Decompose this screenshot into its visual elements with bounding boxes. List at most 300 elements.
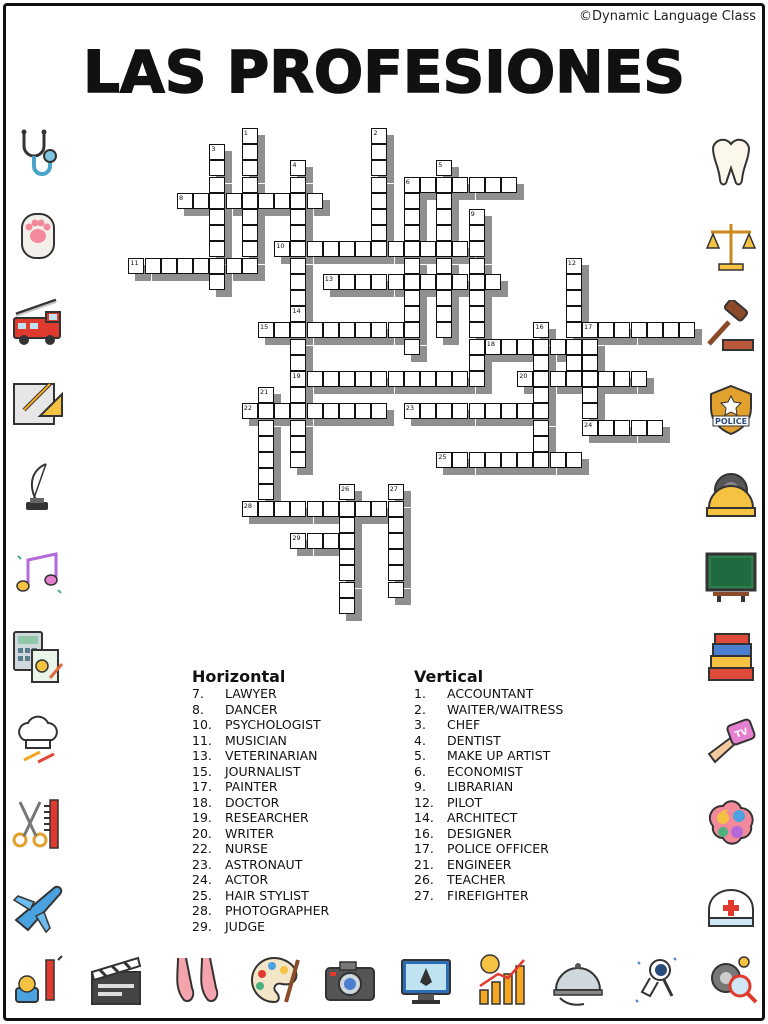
crossword-cell[interactable] <box>226 193 242 209</box>
crossword-cell[interactable] <box>420 371 436 387</box>
cell-number: 29 <box>292 534 301 542</box>
crossword-cell[interactable] <box>290 258 306 274</box>
crossword-cell[interactable] <box>371 160 387 176</box>
crossword-cell[interactable] <box>307 371 323 387</box>
crossword-cell[interactable] <box>128 258 144 274</box>
crossword-cell[interactable] <box>452 274 468 290</box>
crossword-cell[interactable] <box>598 322 614 338</box>
crossword-cell[interactable] <box>307 241 323 257</box>
crossword-cell[interactable] <box>161 258 177 274</box>
crossword-cell[interactable] <box>290 160 306 176</box>
crossword-cell[interactable] <box>339 403 355 419</box>
crossword-cell[interactable] <box>323 322 339 338</box>
crossword-cell[interactable] <box>193 258 209 274</box>
crossword-cell[interactable] <box>533 355 549 371</box>
crossword-cell[interactable] <box>290 241 306 257</box>
crossword-cell[interactable] <box>404 290 420 306</box>
crossword-cell[interactable] <box>469 209 485 225</box>
clue-item <box>192 841 382 857</box>
crossword-cell[interactable] <box>566 258 582 274</box>
crossword-cell[interactable] <box>469 306 485 322</box>
crossword-cell[interactable] <box>647 322 663 338</box>
crossword-cell[interactable] <box>388 371 404 387</box>
crossword-cell[interactable] <box>614 322 630 338</box>
chef-hat-icon <box>10 710 66 766</box>
ballet-shoes-icon <box>168 952 224 1008</box>
crossword-cell[interactable] <box>323 241 339 257</box>
crossword-cell[interactable] <box>242 501 258 517</box>
crossword-cell[interactable] <box>485 274 501 290</box>
crossword-cell[interactable] <box>469 355 485 371</box>
crossword-cell[interactable] <box>290 355 306 371</box>
clue-number: 25. <box>192 887 212 903</box>
crossword-cell[interactable] <box>566 452 582 468</box>
clapperboard-icon <box>88 952 144 1008</box>
crossword-cell[interactable] <box>566 355 582 371</box>
crossword-cell[interactable] <box>258 452 274 468</box>
crossword-cell[interactable] <box>371 322 387 338</box>
clue-text: MUSICIAN <box>225 732 287 748</box>
clue-text: LAWYER <box>225 686 277 701</box>
crossword-cell[interactable] <box>598 420 614 436</box>
crossword-cell[interactable] <box>258 501 274 517</box>
crossword-cell[interactable] <box>485 339 501 355</box>
clue-number: 17. <box>414 841 434 856</box>
crossword-cell[interactable] <box>290 452 306 468</box>
crossword-cell[interactable] <box>533 387 549 403</box>
crossword-cell[interactable] <box>501 403 517 419</box>
crossword-cell[interactable] <box>517 371 533 387</box>
crossword-cell[interactable] <box>582 339 598 355</box>
crossword-cell[interactable] <box>436 209 452 225</box>
horizontal-clues <box>192 667 382 934</box>
scales-of-justice-icon <box>703 218 759 274</box>
crossword-cell[interactable] <box>371 241 387 257</box>
crossword-cell[interactable] <box>647 420 663 436</box>
clue-item <box>192 903 382 919</box>
crossword-cell[interactable] <box>242 209 258 225</box>
crossword-cell[interactable] <box>307 403 323 419</box>
crossword-cell[interactable] <box>436 290 452 306</box>
crossword-cell[interactable] <box>517 403 533 419</box>
crossword-cell[interactable] <box>582 420 598 436</box>
crossword-cell[interactable] <box>469 339 485 355</box>
clue-number: 9. <box>414 779 426 794</box>
crossword-cell[interactable] <box>404 177 420 193</box>
crossword-cell[interactable] <box>631 371 647 387</box>
crossword-cell[interactable] <box>290 533 306 549</box>
crossword-cell[interactable] <box>209 241 225 257</box>
crossword-cell[interactable] <box>388 322 404 338</box>
crossword-cell[interactable] <box>290 306 306 322</box>
crossword-cell[interactable] <box>485 177 501 193</box>
clue-item <box>192 702 382 718</box>
crossword-cell[interactable] <box>436 306 452 322</box>
crossword-cell[interactable] <box>436 193 452 209</box>
crossword-cell[interactable] <box>209 209 225 225</box>
crossword-cell[interactable] <box>355 241 371 257</box>
crossword-cell[interactable] <box>420 177 436 193</box>
crossword-cell[interactable] <box>258 420 274 436</box>
clue-item <box>192 857 382 873</box>
crossword-cell[interactable] <box>404 371 420 387</box>
crossword-cell[interactable] <box>371 128 387 144</box>
crossword-cell[interactable] <box>209 274 225 290</box>
microphone-tv-text: TV <box>733 726 750 741</box>
crossword-cell[interactable] <box>339 241 355 257</box>
crossword-cell[interactable] <box>290 501 306 517</box>
clue-number: 10. <box>192 717 212 732</box>
crossword-cell[interactable] <box>290 193 306 209</box>
crossword-cell[interactable] <box>598 371 614 387</box>
crossword-cell[interactable] <box>290 225 306 241</box>
crossword-cell[interactable] <box>371 274 387 290</box>
crossword-cell[interactable] <box>371 371 387 387</box>
crossword-cell[interactable] <box>290 371 306 387</box>
clue-item <box>192 872 382 888</box>
clue-text: ACCOUNTANT <box>447 686 534 701</box>
airplane-icon <box>10 880 66 936</box>
crossword-cell[interactable] <box>469 274 485 290</box>
crossword-cell[interactable] <box>242 258 258 274</box>
clue-text: PILOT <box>447 794 483 810</box>
crossword-cell[interactable] <box>290 420 306 436</box>
cell-number: 19 <box>292 372 301 380</box>
crossword-cell[interactable] <box>339 517 355 533</box>
crossword-cell[interactable] <box>145 258 161 274</box>
crossword-cell[interactable] <box>582 371 598 387</box>
crossword-cell[interactable] <box>679 322 695 338</box>
crossword-cell[interactable] <box>501 452 517 468</box>
crossword-cell[interactable] <box>404 322 420 338</box>
clue-text: PHOTOGRAPHER <box>225 903 330 918</box>
crossword-cell[interactable] <box>566 306 582 322</box>
clue-number: 3. <box>414 717 426 732</box>
crossword-cell[interactable] <box>566 322 582 338</box>
brain-icon <box>703 796 759 852</box>
crossword-cell[interactable] <box>307 322 323 338</box>
crossword-cell[interactable] <box>290 209 306 225</box>
crossword-cell[interactable] <box>339 501 355 517</box>
crossword-cell[interactable] <box>339 371 355 387</box>
crossword-cell[interactable] <box>420 241 436 257</box>
crossword-cell[interactable] <box>469 403 485 419</box>
clue-number: 14. <box>414 810 434 825</box>
clue-text: WRITER <box>225 825 274 841</box>
crossword-cell[interactable] <box>242 144 258 160</box>
nurse-cap-icon <box>703 880 759 936</box>
crossword-cell[interactable] <box>258 193 274 209</box>
crossword-cell[interactable] <box>209 177 225 193</box>
crossword-cell[interactable] <box>517 452 533 468</box>
crossword-cell[interactable] <box>436 452 452 468</box>
crossword-cell[interactable] <box>533 403 549 419</box>
crossword-cell[interactable] <box>582 387 598 403</box>
crossword-cell[interactable] <box>404 193 420 209</box>
crossword-cell[interactable] <box>371 144 387 160</box>
vertical-heading: Vertical <box>414 667 484 686</box>
crossword-cell[interactable] <box>290 403 306 419</box>
crossword-cell[interactable] <box>371 209 387 225</box>
clue-number: 11. <box>192 732 212 748</box>
crossword-cell[interactable] <box>371 501 387 517</box>
crossword-cell[interactable] <box>485 403 501 419</box>
clue-number: 27. <box>414 887 434 903</box>
crossword-cell[interactable] <box>436 371 452 387</box>
astronaut-icon <box>628 952 684 1008</box>
tooth-icon <box>703 134 759 190</box>
crossword-cell[interactable] <box>485 452 501 468</box>
crossword-cell[interactable] <box>469 225 485 241</box>
clue-number: 1. <box>414 686 426 701</box>
crossword-cell[interactable] <box>226 258 242 274</box>
crossword-cell[interactable] <box>388 582 404 598</box>
crossword-cell[interactable] <box>404 241 420 257</box>
crossword-cell[interactable] <box>274 322 290 338</box>
crossword-cell[interactable] <box>258 403 274 419</box>
crossword-cell[interactable] <box>355 322 371 338</box>
cell-number: 1 <box>243 129 248 137</box>
crossword-cell[interactable] <box>420 403 436 419</box>
crossword-cell[interactable] <box>469 241 485 257</box>
crossword-cell[interactable] <box>209 160 225 176</box>
clue-item <box>414 748 614 764</box>
crossword-cell[interactable] <box>307 193 323 209</box>
crossword-cell[interactable] <box>209 225 225 241</box>
crossword-cell[interactable] <box>452 452 468 468</box>
crossword-cell[interactable] <box>177 258 193 274</box>
clue-item <box>192 795 382 811</box>
crossword-cell[interactable] <box>388 501 404 517</box>
crossword-cell[interactable] <box>388 484 404 500</box>
crossword-cell[interactable] <box>436 241 452 257</box>
page-title: LAS PROFESIONES <box>82 38 686 106</box>
crossword-cell[interactable] <box>242 193 258 209</box>
crossword-cell[interactable] <box>566 290 582 306</box>
crossword-cell[interactable] <box>388 274 404 290</box>
clue-item <box>414 717 614 733</box>
clue-number: 18. <box>192 794 212 810</box>
crossword-cell[interactable] <box>533 322 549 338</box>
crossword-cell[interactable] <box>242 403 258 419</box>
crossword-cell[interactable] <box>631 420 647 436</box>
crossword-cell[interactable] <box>469 258 485 274</box>
crossword-cell[interactable] <box>404 274 420 290</box>
crossword-cell[interactable] <box>274 403 290 419</box>
crossword-cell[interactable] <box>290 339 306 355</box>
crossword-cell[interactable] <box>193 193 209 209</box>
crossword-cell[interactable] <box>290 322 306 338</box>
crossword-cell[interactable] <box>533 420 549 436</box>
crossword-cell[interactable] <box>209 258 225 274</box>
crossword-cell[interactable] <box>501 339 517 355</box>
crossword-cell[interactable] <box>436 258 452 274</box>
cell-number: 27 <box>389 485 398 494</box>
clue-item <box>192 764 382 780</box>
clue-text: PAINTER <box>225 779 278 794</box>
cell-number: 8 <box>179 193 184 202</box>
crossword-cell[interactable] <box>339 582 355 598</box>
crossword-cell[interactable] <box>339 598 355 614</box>
crossword-cell[interactable] <box>469 177 485 193</box>
crossword-cell[interactable] <box>452 371 468 387</box>
chalkboard-icon <box>703 548 759 604</box>
crossword-cell[interactable] <box>258 436 274 452</box>
crossword-cell[interactable] <box>371 225 387 241</box>
cell-number: 21 <box>260 388 269 397</box>
crossword-cell[interactable] <box>533 339 549 355</box>
crossword-cell[interactable] <box>582 355 598 371</box>
crossword-cell[interactable] <box>517 339 533 355</box>
crossword-cell[interactable] <box>533 436 549 452</box>
crossword-cell[interactable] <box>663 322 679 338</box>
crossword-cell[interactable] <box>339 274 355 290</box>
clue-text: PSYCHOLOGIST <box>225 717 321 732</box>
clue-item <box>414 779 614 795</box>
clue-text: VETERINARIAN <box>225 748 318 763</box>
clue-number: 17. <box>192 779 212 794</box>
crossword-cell[interactable] <box>388 517 404 533</box>
crossword-cell[interactable] <box>242 160 258 176</box>
crossword-cell[interactable] <box>290 177 306 193</box>
crossword-cell[interactable] <box>258 387 274 403</box>
clue-text: ENGINEER <box>447 856 512 872</box>
crossword-cell[interactable] <box>469 290 485 306</box>
crossword-cell[interactable] <box>452 241 468 257</box>
crossword-cell[interactable] <box>209 193 225 209</box>
crossword-cell[interactable] <box>436 274 452 290</box>
crossword-cell[interactable] <box>177 193 193 209</box>
crossword-cell[interactable] <box>371 403 387 419</box>
cell-number: 23 <box>405 404 415 413</box>
crossword-cell[interactable] <box>339 533 355 549</box>
crossword-cell[interactable] <box>355 274 371 290</box>
crossword-cell[interactable] <box>469 322 485 338</box>
crossword-cell[interactable] <box>631 322 647 338</box>
crossword-cell[interactable] <box>566 274 582 290</box>
crossword-cell[interactable] <box>323 403 339 419</box>
cell-number: 17 <box>584 323 593 332</box>
crossword-cell[interactable] <box>388 549 404 565</box>
crossword-cell[interactable] <box>290 290 306 306</box>
design-tablet-icon <box>398 952 454 1008</box>
clue-text: DENTIST <box>447 732 501 748</box>
crossword-cell[interactable] <box>290 387 306 403</box>
clue-item <box>414 810 614 826</box>
crossword-cell[interactable] <box>307 501 323 517</box>
crossword-cell[interactable] <box>404 258 420 274</box>
crossword-cell[interactable] <box>339 322 355 338</box>
crossword-cell[interactable] <box>388 533 404 549</box>
crossword-cell[interactable] <box>242 177 258 193</box>
crossword-cell[interactable] <box>274 193 290 209</box>
crossword-cell[interactable] <box>550 339 566 355</box>
clue-text: HAIR STYLIST <box>225 887 309 903</box>
clue-text: POLICE OFFICER <box>447 841 549 856</box>
crossword-cell[interactable] <box>242 225 258 241</box>
cell-number: 15 <box>260 323 269 332</box>
clue-text: DOCTOR <box>225 794 280 810</box>
paint-palette-icon <box>246 952 302 1008</box>
crossword-cell[interactable] <box>339 549 355 565</box>
crossword-cell[interactable] <box>469 371 485 387</box>
crossword-cell[interactable] <box>404 209 420 225</box>
crossword-cell[interactable] <box>371 193 387 209</box>
cell-number: 5 <box>438 161 443 170</box>
crossword-cell[interactable] <box>436 177 452 193</box>
crossword-cell[interactable] <box>501 177 517 193</box>
clue-text: ASTRONAUT <box>225 856 303 872</box>
crossword-cell[interactable] <box>436 403 452 419</box>
crossword-cell[interactable] <box>582 322 598 338</box>
crossword-cell[interactable] <box>371 177 387 193</box>
crossword-cell[interactable] <box>290 436 306 452</box>
crossword-cell[interactable] <box>355 371 371 387</box>
crossword-cell[interactable] <box>258 484 274 500</box>
crossword-cell[interactable] <box>404 403 420 419</box>
crossword-cell[interactable] <box>566 339 582 355</box>
crossword-cell[interactable] <box>323 501 339 517</box>
cell-number: 16 <box>535 323 544 332</box>
crossword-cell[interactable] <box>258 468 274 484</box>
crossword-cell[interactable] <box>274 501 290 517</box>
crossword-cell[interactable] <box>533 452 549 468</box>
crossword-cell[interactable] <box>614 371 630 387</box>
crossword-cell[interactable] <box>307 533 323 549</box>
crossword-cell[interactable] <box>404 225 420 241</box>
crossword-cell[interactable] <box>436 225 452 241</box>
crossword-cell[interactable] <box>274 241 290 257</box>
crossword-cell[interactable] <box>290 274 306 290</box>
crossword-cell[interactable] <box>339 565 355 581</box>
crossword-cell[interactable] <box>582 403 598 419</box>
crossword-cell[interactable] <box>550 371 566 387</box>
crossword-cell[interactable] <box>323 274 339 290</box>
crossword-cell[interactable] <box>404 306 420 322</box>
crossword-cell[interactable] <box>614 420 630 436</box>
crossword-cell[interactable] <box>339 484 355 500</box>
clue-item <box>192 826 382 842</box>
crossword-cell[interactable] <box>388 241 404 257</box>
clue-item <box>414 733 614 749</box>
crossword-cell[interactable] <box>323 371 339 387</box>
crossword-cell[interactable] <box>550 452 566 468</box>
crossword-cell[interactable] <box>469 452 485 468</box>
crossword-cell[interactable] <box>355 403 371 419</box>
crossword-cell[interactable] <box>566 371 582 387</box>
clue-number: 5. <box>414 748 426 763</box>
crossword-cell[interactable] <box>404 339 420 355</box>
crossword-cell[interactable] <box>209 144 225 160</box>
crossword-cell[interactable] <box>452 177 468 193</box>
crossword-cell[interactable] <box>452 403 468 419</box>
crossword-cell[interactable] <box>533 371 549 387</box>
crossword-cell[interactable] <box>323 533 339 549</box>
crossword-cell[interactable] <box>258 322 274 338</box>
stethoscope-icon <box>10 126 66 182</box>
copyright-credit: ©Dynamic Language Class <box>579 9 756 24</box>
clue-number: 20. <box>192 825 212 841</box>
crossword-cell[interactable] <box>436 322 452 338</box>
crossword-cell[interactable] <box>355 501 371 517</box>
crossword-cell[interactable] <box>242 241 258 257</box>
crossword-cell[interactable] <box>388 565 404 581</box>
cell-number: 13 <box>324 274 334 283</box>
crossword-cell[interactable] <box>436 160 452 176</box>
crossword-cell[interactable] <box>420 274 436 290</box>
clue-item <box>414 888 614 904</box>
crossword-cell[interactable] <box>242 128 258 144</box>
